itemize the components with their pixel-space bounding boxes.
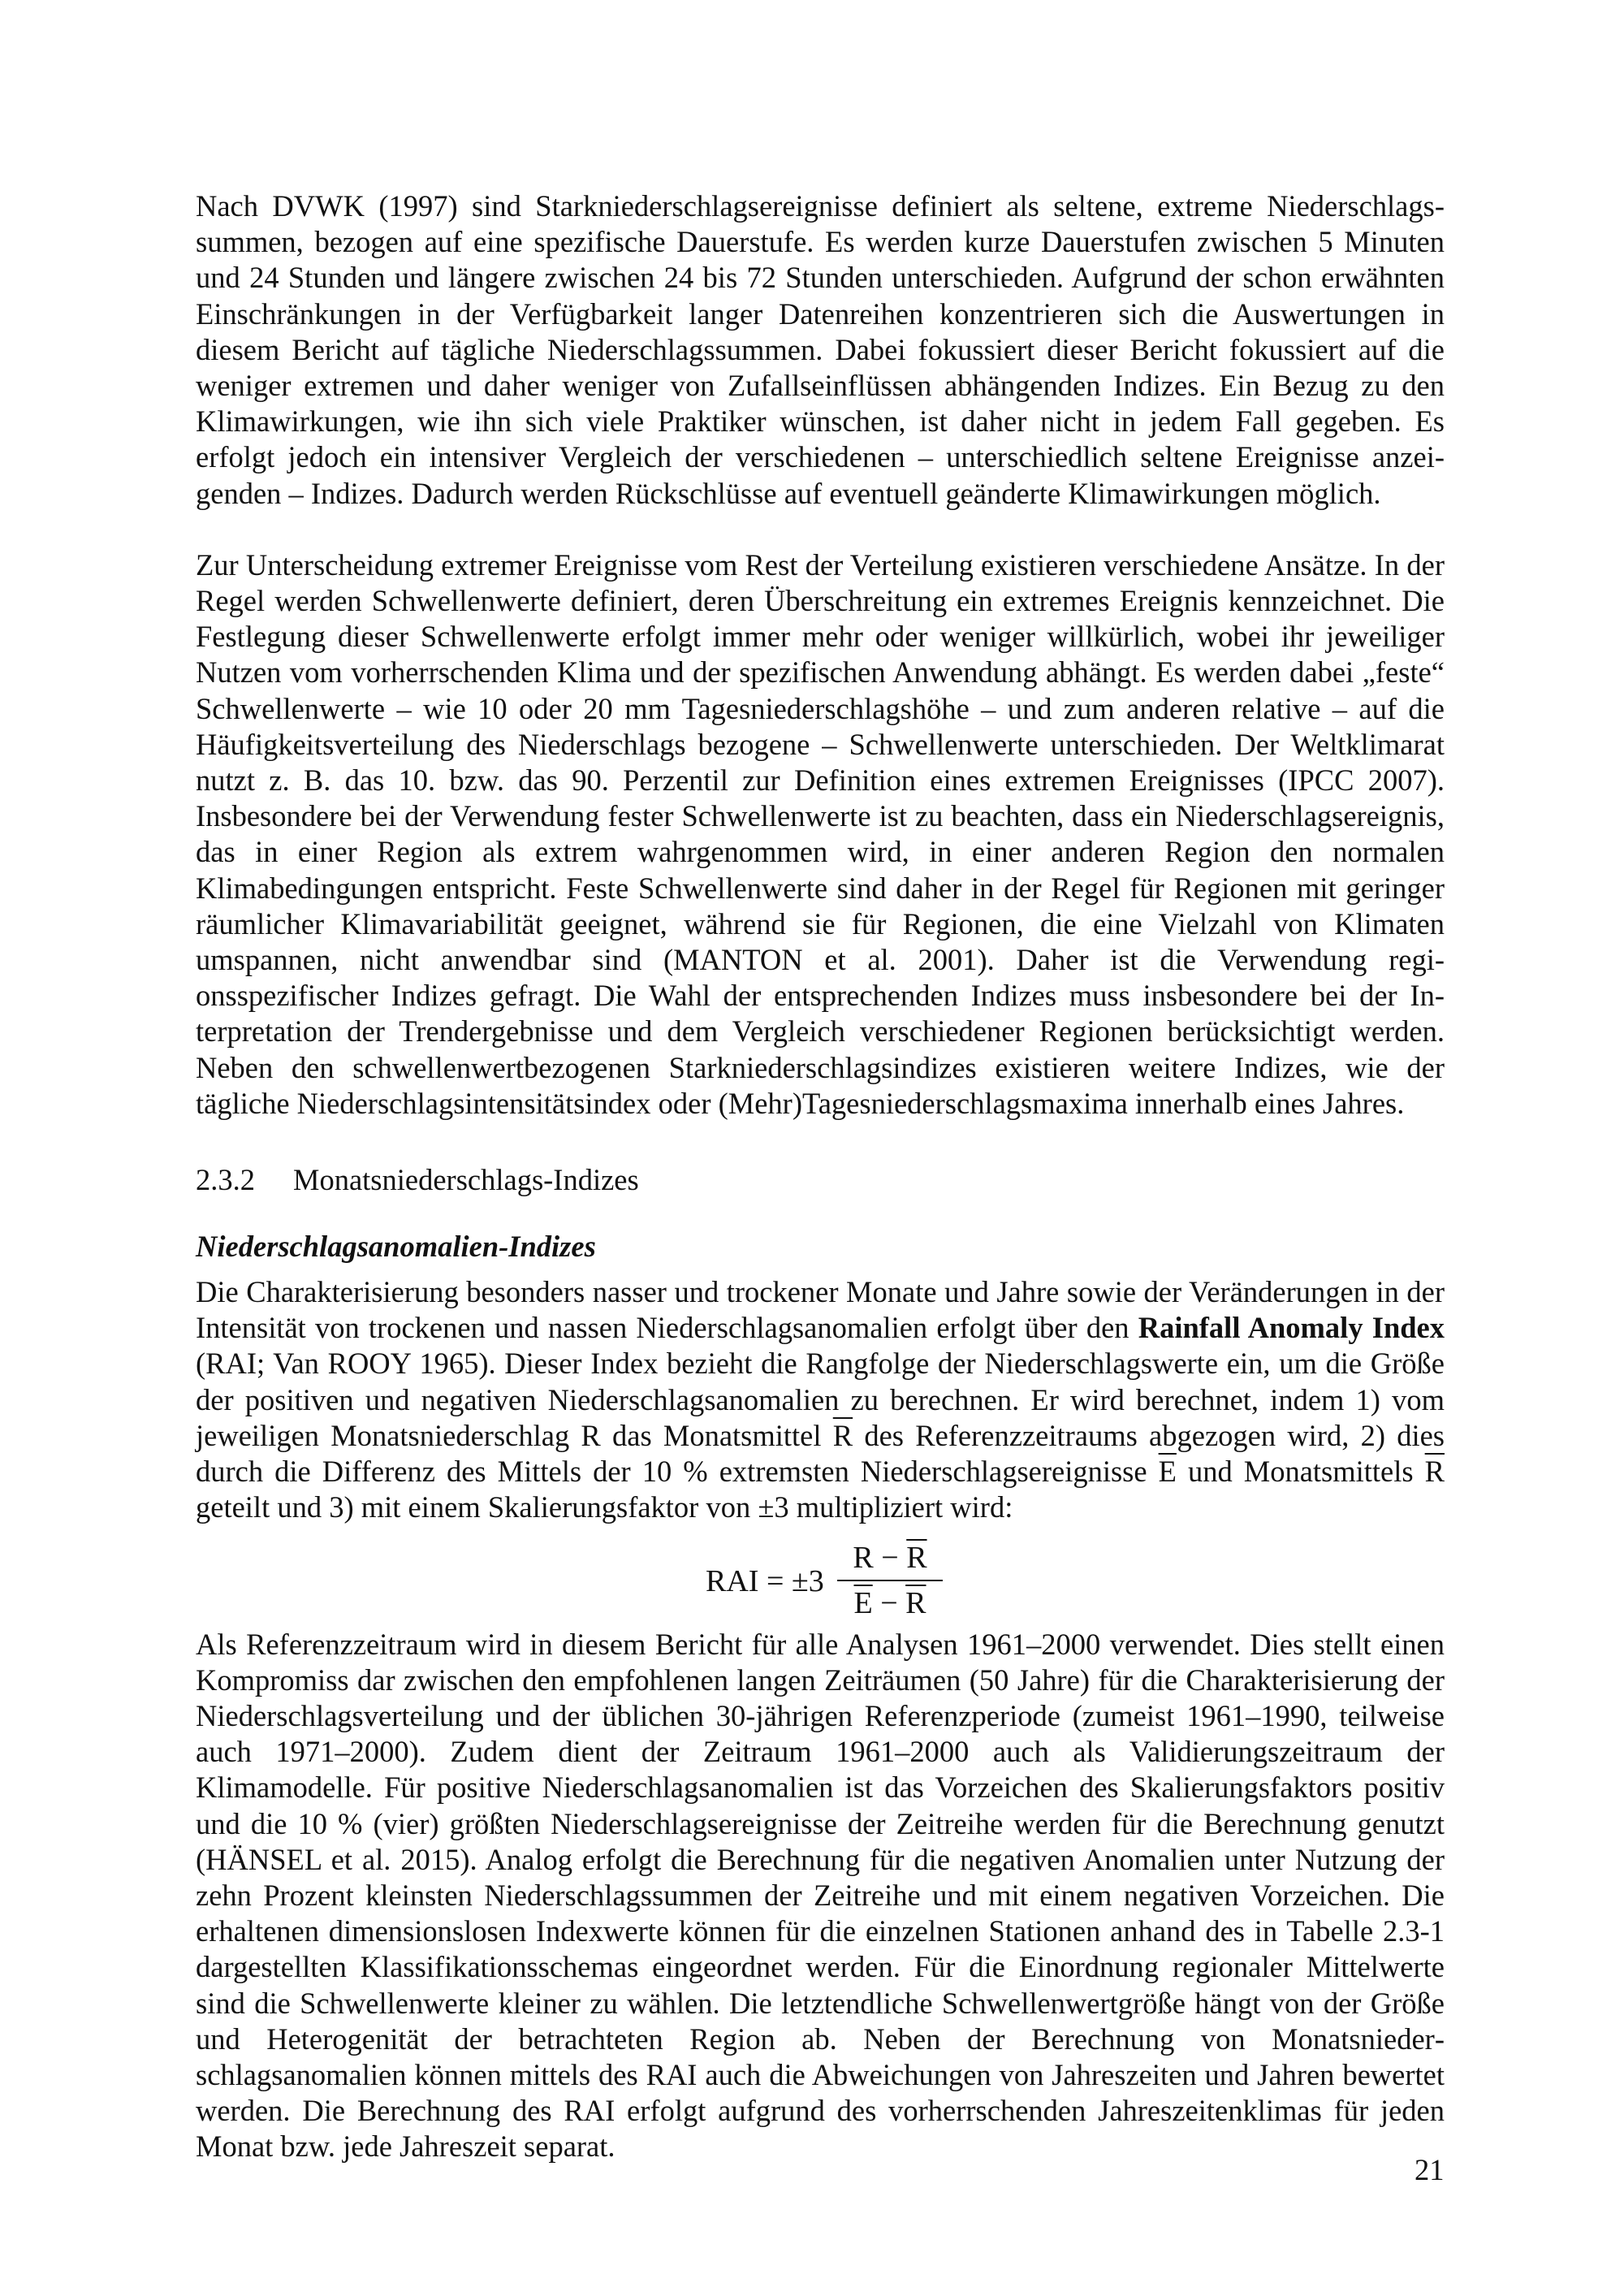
formula-denominator-minus: − bbox=[872, 1585, 906, 1620]
section-heading bbox=[196, 1162, 1445, 1198]
page-number: 21 bbox=[1415, 2153, 1445, 2186]
rai-text-part-5: geteilt und 3) mit einem Skalierungsfaktor von ±3 multipliziert wird: bbox=[196, 1490, 1013, 1524]
formula-numerator bbox=[837, 1539, 943, 1576]
rai-text-part-2: (RAI; Van ROOY 1965). Dieser Index bezieht die Rangfolge der Niederschlagswerte ein, um die Größe der positiven und negativen Niederschlagsanomalien zu berechnen. Er wird berechnet, indem 1) vom jeweiligen Monatsniederschlag R das Monatsmittel bbox=[196, 1347, 1445, 1452]
paragraph-reference-period: Als Referenzzeitraum wird in diesem Bericht für alle Analysen 1961–2000 verwendet. Dies stellt einen Kompromiss dar zwischen den empfohlenen langen Zeiträumen (50 Jahre) für die Charakterisierung der Niederschlagsverteilung und der üblichen 30-jährigen Referenzperiode (zumeist 1961–1990, teilweise auch 1971–2000). Zudem dient der Zeitraum 1961–2000 auch als Validierungszeitraum der Klimamodelle. Für positive Niederschlagsanomalien ist das Vorzeichen des Skalierungsfaktors positiv und die 10 % (vier) größten Niederschlagsereignisse der Zeitreihe werden für die Berechnung genutzt (HÄNSEL et al. 2015). Analog erfolgt die Berechnung für die negativen Anomalien unter Nutzung der zehn Prozent kleinsten Niederschlagssummen der Zeitreihe und mit einem negativen Vorzeichen. Die erhaltenen dimensionslosen Indexwerte können für die einzelnen Stationen anhand des in Tabelle 2.3-1 dargestellten Klassifikationsschemas eingeordnet werden. Für die Einordnung regionaler Mittelwerte sind die Schwellenwerte kleiner zu wählen. Die letztendliche Schwellenwertgröße hängt von der Größe und Heterogenität der betrachteten Region ab. Neben der Berechnung von Monatsniederschlagsanomalien können mittels des RAI auch die Abweichungen von Jahreszeiten und Jahren bewertet werden. Die Berechnung des RAI erfolgt aufgrund des vorherrschenden Jahreszeitenklimas für jeden Monat bzw. jede Jahreszeit separat. bbox=[196, 1627, 1445, 2164]
rai-formula bbox=[196, 1539, 1445, 1627]
rai-text-part-1: Die Charakterisierung besonders nasser und trockener Monate und Jahre sowie der Veränderungen in der Intensität von trockenen und nassen Niederschlagsanomalien erfolgt über den bbox=[196, 1275, 1445, 1345]
rai-text-part-3: des Referenzzeitraums abgezogen wird, 2) dies durch die Differenz des Mittels der 10 % extremsten Niederschlagsereignisse bbox=[196, 1418, 1445, 1489]
paragraph-dvwk-definition: Nach DVWK (1997) sind Starkniederschlagsereignisse definiert als seltene, extreme Niederschlagssummen, bezogen auf eine spezifische Dauerstufe. Es werden kurze Dauerstufen zwischen 5 Minuten und 24 Stunden und längere zwischen 24 bis 72 Stunden unterschieden. Aufgrund der schon erwähnten Einschränkungen in der Verfügbarkeit langer Datenreihen konzentrieren sich die Auswertungen in diesem Bericht auf tägliche Niederschlagssummen. Dabei fokussiert dieser Bericht fokussiert auf die weniger extremen und daher weniger von Zufallseinflüssen abhängenden Indizes. Ein Bezug zu den Klimawirkungen, wie ihn sich viele Praktiker wünschen, ist daher nicht in jedem Fall gegeben. Es erfolgt jedoch ein intensiver Vergleich der verschiedenen – unterschiedlich seltene Ereignisse anzeigenden – Indizes. Dadurch werden Rückschlüsse auf eventuell geänderte Klimawirkungen möglich. bbox=[196, 189, 1445, 510]
formula-fraction bbox=[837, 1539, 943, 1622]
formula-numerator-r: R − bbox=[853, 1540, 907, 1575]
rai-bold-term: Rainfall Anomaly Index bbox=[1138, 1311, 1445, 1345]
formula-denominator bbox=[837, 1585, 943, 1622]
formula-denominator-ebar: $\overline{E}$ bbox=[853, 1585, 873, 1620]
page-content bbox=[196, 188, 1445, 2165]
e-bar-symbol: $\overline{E}$ bbox=[1158, 1455, 1177, 1489]
rai-text-part-4: und Monatsmittels bbox=[1176, 1455, 1425, 1489]
section-title: Monatsniederschlags-Indizes bbox=[293, 1163, 639, 1197]
fraction-bar bbox=[837, 1580, 943, 1581]
r-bar-symbol-2: $\overline{R}$ bbox=[1424, 1455, 1445, 1489]
section-number: 2.3.2 bbox=[196, 1163, 255, 1197]
r-bar-symbol: $\overline{R}$ bbox=[832, 1418, 853, 1452]
formula-numerator-rbar: $\overline{R}$ bbox=[906, 1540, 927, 1575]
paragraph-thresholds: Zur Unterscheidung extremer Ereignisse vom Rest der Verteilung existieren verschiedene Ansätze. In der Regel werden Schwellenwerte definiert, deren Überschreitung ein extremes Ereignis kennzeichnet. Die Festlegung dieser Schwellenwerte erfolgt immer mehr oder weniger willkürlich, wobei ihr jeweiliger Nutzen vom vorherrschenden Klima und der spezifischen Anwendung abhängt. Es werden dabei „feste“ Schwellenwerte – wie 10 oder 20 mm Tagesniederschlagshöhe – und zum anderen relative – auf die Häufigkeitsverteilung des Niederschlags bezogene – Schwellenwerte unterschieden. Der Weltklimarat nutzt z. B. das 10. bzw. das 90. Perzentil zur Definition eines extremen Ereignisses (IPCC 2007). Insbesondere bei der Verwendung fester Schwellenwerte ist zu beachten, dass ein Niederschlagsereignis, das in einer Region als extrem wahrgenommen wird, in einer anderen Region den normalen Klimabedingungen entspricht. Feste Schwellenwerte sind daher in der Regel für Regionen mit geringer räumlicher Klimavariabilität geeignet, während sie für Regionen, die eine Vielzahl von Klimaten umspannen, nicht anwendbar sind (MANTON et al. 2001). Daher ist die Verwendung regionsspezifischer Indizes gefragt. Die Wahl der entsprechenden Indizes muss insbesondere bei der Interpretation der Trendergebnisse und dem Vergleich verschiedener Regionen berücksichtigt werden. Neben den schwellenwertbezogenen Starkniederschlagsindizes existieren weitere Indizes, wie der tägliche Niederschlagsintensitätsindex oder (Mehr)Tagesniederschlagsmaxima innerhalb eines Jahres. bbox=[196, 547, 1445, 1120]
formula-lhs: RAI = ±3 bbox=[706, 1563, 824, 1598]
paragraph-rai-definition bbox=[196, 1274, 1445, 1525]
subsection-heading: Niederschlagsanomalien-Indizes bbox=[196, 1230, 596, 1264]
formula-denominator-rbar: $\overline{R}$ bbox=[905, 1585, 926, 1620]
